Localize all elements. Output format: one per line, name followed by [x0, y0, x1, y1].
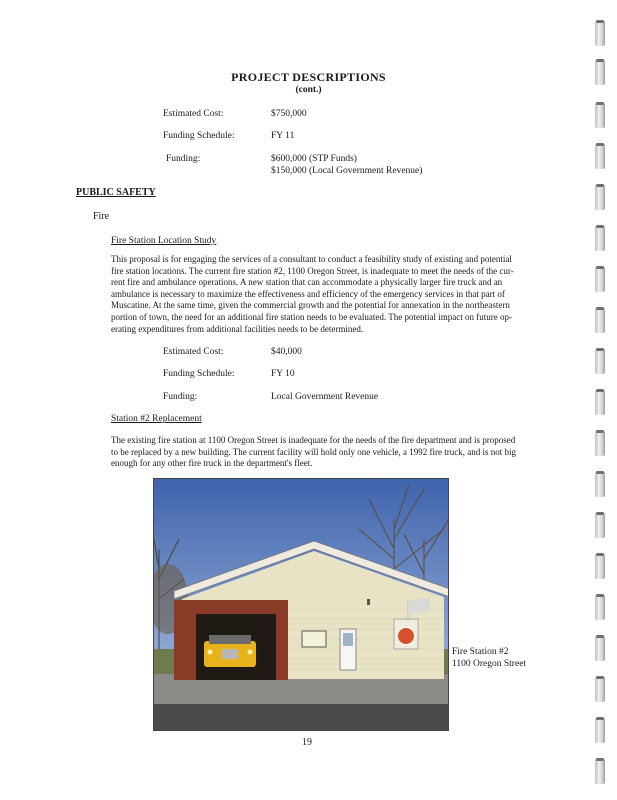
- funding-value-2: $150,000 (Local Government Revenue): [271, 166, 423, 176]
- section-category: Fire: [93, 211, 110, 222]
- funding-value: $600,000 (STP Funds): [271, 154, 357, 164]
- binding-clip: [595, 102, 605, 128]
- page-title: PROJECT DESCRIPTIONS: [231, 70, 386, 84]
- binding-clip: [595, 266, 605, 292]
- binding-clip: [595, 594, 605, 620]
- street: [154, 704, 449, 731]
- replacement-title: Station #2 Replacement: [111, 414, 202, 424]
- replacement-description: [111, 435, 554, 470]
- fire-emblem: [397, 627, 415, 645]
- truck-light: [208, 650, 213, 655]
- estimated-cost-value: $40,000: [271, 347, 302, 357]
- binding-clip: [595, 225, 605, 251]
- photo-caption: [452, 646, 526, 670]
- estimated-cost-label: Estimated Cost:: [163, 109, 224, 119]
- paragraph-line: The existing fire station at 1100 Oregon Street is inadequate for the needs of the fire department and is proposed: [111, 435, 516, 445]
- binding-clip: [595, 676, 605, 702]
- paragraph-line: erating expenditures from additional facilities needs to be determined.: [111, 323, 364, 334]
- fire-station-photo: [153, 478, 449, 731]
- fire-station-illustration: [154, 479, 449, 731]
- binding-clip: [595, 389, 605, 415]
- binding-clip: [595, 512, 605, 538]
- door-glass: [343, 633, 353, 646]
- caption-line: Fire Station #2: [452, 647, 509, 657]
- binding-clip: [595, 471, 605, 497]
- window: [302, 631, 326, 647]
- estimated-cost-value: $750,000: [271, 109, 307, 119]
- binding-clip: [595, 717, 605, 743]
- page-subtitle: (cont.): [295, 85, 322, 95]
- paragraph-line: enough for any other fire truck in the department's fleet.: [111, 458, 313, 469]
- paragraph-line: fire station locations. The current fire station #2, 1100 Oregon Street, is inadequate to meet the needs of the cur-: [111, 265, 514, 276]
- funding-schedule-label: Funding Schedule:: [163, 131, 235, 141]
- paragraph-line: to be replaced by a new building. The current facility will hold only one vehicle, a 1992 fire truck, and is not big: [111, 446, 516, 457]
- study-title: Fire Station Location Study: [111, 236, 217, 246]
- truck-windshield: [209, 635, 251, 644]
- paragraph-line: rent fire and ambulance operations. A new station that can accommodate a physically larger fire truck and an: [111, 277, 503, 288]
- funding-label: Funding:: [163, 392, 198, 402]
- binding-clip: [595, 20, 605, 46]
- binding-clip: [595, 184, 605, 210]
- funding-schedule-label: Funding Schedule:: [163, 369, 235, 379]
- study-description: [111, 254, 554, 335]
- binding-clip: [595, 348, 605, 374]
- section-heading: PUBLIC SAFETY: [76, 187, 156, 198]
- paragraph-line: ambulance is necessary to maximize the effectiveness and efficiency of the emergency services in that part of: [111, 288, 505, 299]
- funding-schedule-value: FY 11: [271, 131, 295, 141]
- funding-schedule-value: FY 10: [271, 369, 295, 379]
- paragraph-line: Muscatine. At the same time, given the commercial growth and the potential for annexation in the northeastern: [111, 300, 510, 311]
- funding-label: Funding:: [166, 154, 201, 164]
- binding-clip: [595, 307, 605, 333]
- estimated-cost-label: Estimated Cost:: [163, 347, 224, 357]
- binding-clip: [595, 430, 605, 456]
- truck-light: [248, 650, 253, 655]
- paragraph-line: This proposal is for engaging the services of a consultant to conduct a feasibility study of existing and potential: [111, 254, 512, 264]
- funding-value: Local Government Revenue: [271, 392, 379, 402]
- page-number: 19: [302, 737, 312, 748]
- binding-clip: [595, 758, 605, 784]
- caption-line: 1100 Oregon Street: [452, 659, 527, 669]
- binding-clip: [595, 635, 605, 661]
- binding-clip: [595, 553, 605, 579]
- wall-light: [367, 599, 370, 605]
- truck-grille: [222, 649, 238, 659]
- paragraph-line: portion of town, the need for an additional fire station needs to be evaluated. The potential impact on future op-: [111, 311, 512, 322]
- binding-clip: [595, 143, 605, 169]
